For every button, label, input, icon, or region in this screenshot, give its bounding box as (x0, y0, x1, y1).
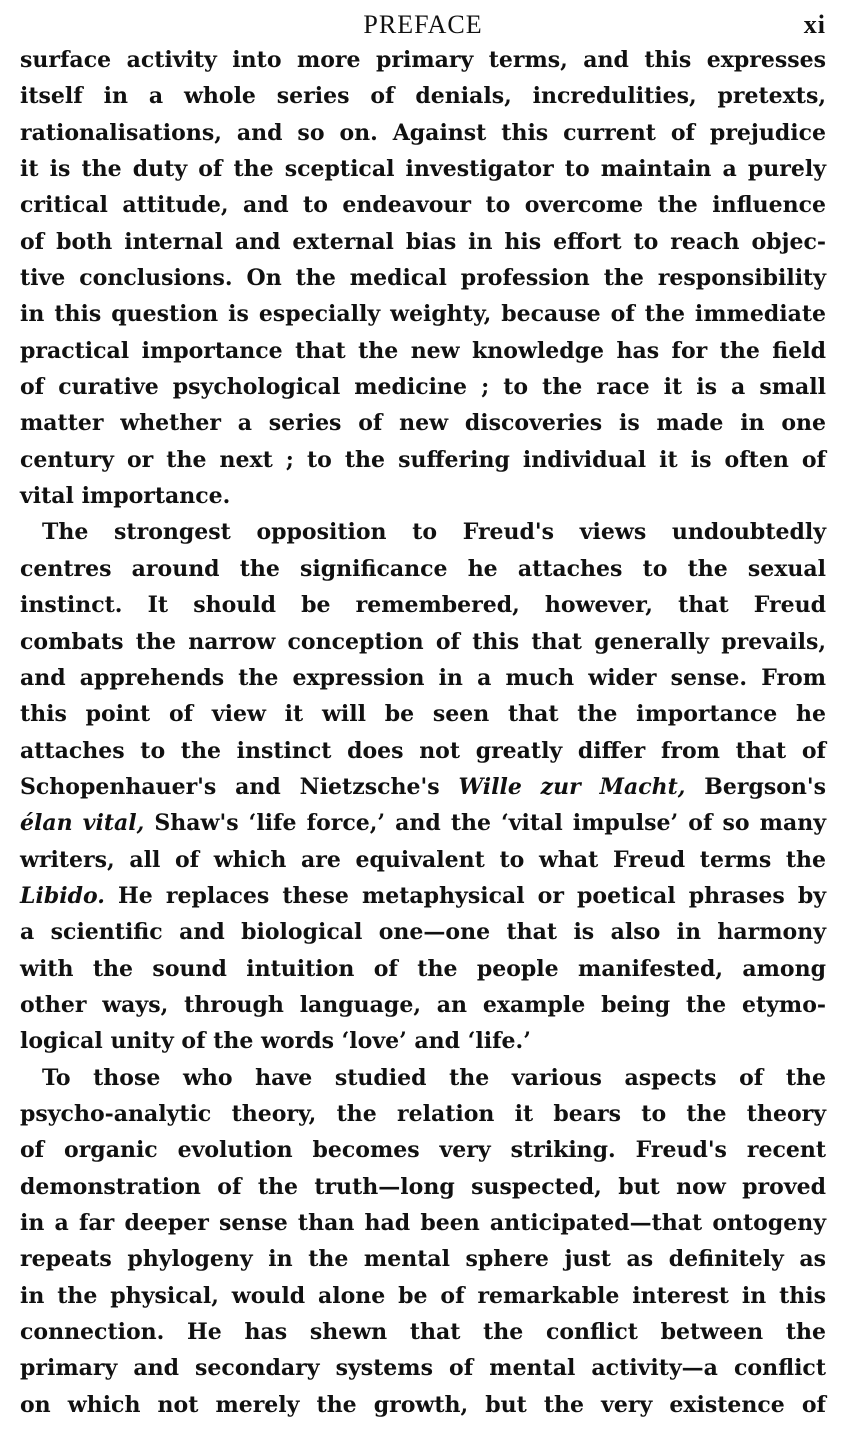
page-number: xi (803, 10, 826, 39)
text-line (20, 1132, 826, 1168)
text-segment: primary and secondary systems of mental activity—a conflict (20, 1355, 826, 1382)
text-segment: this point of view it will be seen that the importance he (20, 701, 826, 728)
text-segment: on which not merely the growth, but the very existence of (20, 1391, 826, 1418)
text-segment: Bergson's (685, 773, 827, 800)
text-segment: The strongest opposition to Freud's views undoubtedly (42, 519, 826, 546)
text-line (20, 805, 826, 841)
text-line (20, 696, 826, 732)
text-segment: with the sound intuition of the people manifested, among (20, 955, 826, 982)
text-segment: psycho-analytic theory, the relation it bears to the theory (20, 1100, 826, 1127)
italic-phrase: Libido. (20, 882, 105, 909)
text-line (20, 1387, 826, 1423)
text-segment: and apprehends the expression in a much wider sense. From (20, 664, 826, 691)
text-line (20, 624, 826, 660)
text-segment: tive conclusions. On the medical profession the responsibility (20, 265, 826, 292)
text-line (20, 187, 826, 223)
text-line (20, 842, 826, 878)
text-line (20, 1060, 826, 1096)
text-line (20, 660, 826, 696)
text-line (20, 42, 826, 78)
text-segment: Shaw's ‘life force,’ and the ‘vital impulse’ of so many (144, 810, 826, 837)
text-line (20, 151, 826, 187)
text-line (20, 369, 826, 405)
text-line (20, 1314, 826, 1350)
text-segment: writers, all of which are equivalent to what Freud terms the (20, 846, 826, 873)
text-segment: connection. He has shewn that the conflict between the (20, 1319, 826, 1346)
text-segment: a scientific and biological one—one that is also in harmony (20, 919, 826, 946)
text-segment: instinct. It should be remembered, however, that Freud (20, 592, 826, 619)
text-line (20, 914, 826, 950)
text-line (20, 951, 826, 987)
text-line (20, 1169, 826, 1205)
text-line (20, 333, 826, 369)
text-segment: of curative psychological medicine ; to the race it is a small (20, 374, 826, 401)
paragraph (20, 514, 826, 1059)
text-segment: in the physical, would alone be of remarkable interest in this (20, 1282, 826, 1309)
text-segment: surface activity into more primary terms, and this expresses (20, 47, 826, 73)
running-title: PREFACE (363, 10, 483, 39)
text-segment: He replaces these metaphysical or poetical phrases by (104, 882, 826, 909)
text-line (20, 551, 826, 587)
text-line (20, 1350, 826, 1386)
text-line (20, 987, 826, 1023)
text-segment: centres around the significance he attaches to the sexual (20, 555, 826, 582)
text-line (20, 1241, 826, 1277)
italic-phrase: élan vital, (20, 810, 145, 837)
text-segment: of organic evolution becomes very striking. Freud's recent (20, 1137, 826, 1164)
text-segment: practical importance that the new knowledge has for the field (20, 337, 826, 364)
text-segment: rationalisations, and so on. Against this current of prejudice (20, 119, 826, 146)
text-line (20, 587, 826, 623)
text-segment: matter whether a series of new discoveries is made in one (20, 410, 826, 437)
text-segment: critical attitude, and to endeavour to overcome the influence (20, 192, 826, 219)
text-line (20, 296, 826, 332)
text-line (20, 78, 826, 114)
text-line (20, 733, 826, 769)
text-segment: attaches to the instinct does not greatly differ from that of (20, 737, 826, 764)
text-line (20, 514, 826, 550)
text-line (20, 1205, 826, 1241)
text-line (20, 442, 826, 478)
text-line (20, 878, 826, 914)
text-line (20, 1023, 826, 1059)
text-segment: combats the narrow conception of this that generally prevails, (20, 628, 826, 655)
text-line (20, 1278, 826, 1314)
text-segment: repeats phylogeny in the mental sphere just as definitely as (20, 1246, 826, 1273)
text-segment: century or the next ; to the suffering individual it is often of (20, 446, 826, 473)
text-segment: vital importance. (20, 483, 231, 510)
body-text (20, 42, 826, 1423)
text-segment: itself in a whole series of denials, incredulities, pretexts, (20, 83, 826, 110)
text-line (20, 478, 826, 514)
text-segment: in a far deeper sense than had been anticipated—that ontogeny (20, 1210, 826, 1236)
text-line (20, 769, 826, 805)
text-segment: it is the duty of the sceptical investigator to maintain a purely (20, 156, 826, 183)
text-segment: of both internal and external bias in his effort to reach objec- (20, 228, 826, 255)
text-segment: in this question is especially weighty, because of the immediate (20, 301, 826, 328)
text-line (20, 1096, 826, 1132)
text-segment: other ways, through language, an example being the etymo- (20, 991, 826, 1018)
text-line (20, 260, 826, 296)
text-line (20, 115, 826, 151)
italic-phrase: Wille zur Macht, (458, 773, 686, 800)
text-segment: demonstration of the truth—long suspected, but now proved (20, 1173, 826, 1200)
text-segment: To those who have studied the various aspects of the (42, 1064, 826, 1091)
paragraph (20, 1060, 826, 1423)
text-segment: Schopenhauer's and Nietzsche's (20, 773, 459, 800)
running-header (20, 8, 826, 42)
text-segment: logical unity of the words ‘love’ and ‘life.’ (20, 1028, 531, 1055)
paragraph (20, 42, 826, 514)
text-line (20, 405, 826, 441)
book-page (20, 8, 826, 1423)
text-line (20, 224, 826, 260)
